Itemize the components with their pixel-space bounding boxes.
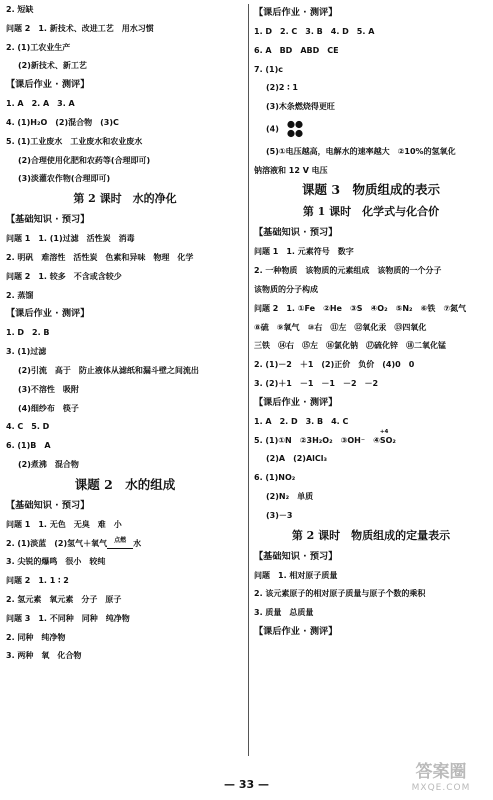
answer-line: 2. 同种 纯净物	[6, 632, 66, 642]
answer-line: 问题 2 1. 1 ∶ 2	[6, 576, 69, 586]
answer-line: 3. 质量 总质量	[254, 608, 314, 618]
answer-text: 2. (1)淡蓝 (2)氢气＋氧气	[6, 538, 108, 548]
answer-line: 问题 2 1. 较多 不含或含较少	[6, 271, 122, 281]
column-divider	[248, 4, 249, 756]
answer-line: (2)引流 高于 防止液体从滤纸和漏斗壁之间流出	[18, 365, 199, 375]
answer-line: 1. D 2. C 3. B 4. D 5. A	[254, 27, 375, 36]
answer-line: 6. (1)B A	[6, 441, 51, 451]
answer-line: (5)①电压越高，电解水的速率越大 ②10%的氢氧化	[266, 146, 456, 156]
answer-line: (3)木条燃烧得更旺	[266, 102, 335, 112]
section-heading: 【基础知识 · 预习】	[254, 227, 338, 239]
page-number: — 33 —	[224, 778, 269, 791]
answer-line: 问题 2 1. 新技术、改进工艺 用水习惯	[6, 23, 154, 33]
lesson-title: 第 2 课时 水的净化	[73, 192, 177, 206]
answer-line: 3. 尖锐的爆鸣 很小 较纯	[6, 557, 106, 567]
section-heading: 【基础知识 · 预习】	[254, 550, 338, 562]
valence-formula	[379, 428, 396, 446]
reaction-arrow	[107, 536, 133, 549]
watermark-url: MXQE.COM	[411, 783, 471, 793]
answer-line: (3)不溶性 吸附	[18, 384, 79, 394]
answer-line: (2)煮沸 混合物	[18, 459, 79, 469]
answer-line: 问题 2 1. ①Fe ②He ③S ④O₂ ⑤N₂ ⑥铁 ⑦氮气	[254, 303, 467, 313]
answer-line: 2. 明矾 难溶性 活性炭 色素和异味 物理 化学	[6, 252, 194, 262]
right-column	[254, 4, 488, 645]
valence-mark: +4	[379, 428, 389, 435]
answer-line	[254, 120, 488, 138]
answer-line: 5. (1)工业废水 工业废水和农业废水	[6, 136, 143, 146]
answer-line: 三铁 ⑭右 ⑮左 ⑯氯化钠 ⑰硫化锌 ⑱二氧化锰	[254, 341, 446, 351]
answer-line: 3. 两种 氧 化合物	[6, 651, 82, 661]
answer-line: 1. A 2. A 3. A	[6, 99, 75, 109]
answer-line: 问题 1 1. (1)过滤 活性炭 消毒	[6, 234, 135, 244]
answer-line: 2. 短缺	[6, 5, 34, 14]
lesson-subtitle: 第 2 课时 物质组成的定量表示	[291, 528, 451, 542]
answer-line: 2. 氢元素 氧元素 分子 原子	[6, 594, 122, 604]
answer-line: 问题 1 1. 无色 无臭 难 小	[6, 519, 122, 529]
answer-line	[6, 538, 244, 549]
answer-line: (2)新技术、新工艺	[18, 61, 87, 71]
answer-line: 钠溶液和 12 V 电压	[254, 165, 328, 175]
answer-line: (2)2 ∶ 1	[266, 83, 298, 93]
answer-line: 问题 1. 相对原子质量	[254, 570, 338, 580]
lesson-title: 课题 3 物质组成的表示	[301, 182, 441, 198]
answer-line: ⑧硫 ⑨氧气 ⑩右 ⑪左 ⑫氧化汞 ⑬四氧化	[254, 322, 427, 332]
answer-line: (3)淡灌农作物(合理即可)	[18, 174, 111, 184]
watermark-logo	[395, 762, 487, 798]
answer-line: 2. 一种物质 该物质的元素组成 该物质的一个分子	[254, 266, 442, 276]
answer-line: 4. (1)H₂O (2)混合物 (3)C	[6, 117, 119, 127]
answer-line: 4. C 5. D	[6, 422, 50, 432]
answer-line: 2. (1)－2 ＋1 (2)正价 负价 (4)0 0	[254, 360, 415, 370]
answer-line: 3. (1)过滤	[6, 347, 47, 357]
section-heading: 【课后作业 · 测评】	[254, 396, 338, 408]
left-column	[6, 4, 244, 669]
answer-line: 该物质的分子构成	[254, 284, 318, 294]
answer-line: 6. A BD ABD CE	[254, 45, 339, 55]
answer-text: (4)	[266, 124, 279, 134]
lesson-title: 课题 2 水的组成	[74, 476, 176, 492]
answer-line: 2. 该元素原子的相对原子质量与原子个数的乘积	[254, 589, 426, 599]
section-heading: 【课后作业 · 测评】	[6, 79, 90, 91]
answer-line: 1. D 2. B	[6, 328, 50, 338]
answer-line: 1. A 2. D 3. B 4. C	[254, 416, 349, 426]
section-heading: 【基础知识 · 预习】	[6, 214, 90, 226]
answer-text: 5. (1)①N ②3H₂O₂ ③OH⁻ ④	[254, 435, 380, 445]
section-heading: 【课后作业 · 测评】	[254, 625, 338, 637]
watermark-text: 答案圈	[415, 762, 467, 782]
answer-line: (4)细纱布 筷子	[18, 403, 79, 413]
answer-line	[254, 428, 488, 446]
answer-line: 7. (1)c	[254, 64, 284, 74]
answer-line: 2. 蒸馏	[6, 290, 34, 300]
answer-line: (2)合理使用化肥和农药等(合理即可)	[18, 155, 151, 165]
answer-line: 6. (1)NO₂	[254, 473, 296, 483]
section-heading: 【课后作业 · 测评】	[6, 308, 90, 320]
lesson-subtitle: 第 1 课时 化学式与化合价	[302, 205, 440, 219]
molecule-model-icon	[286, 120, 304, 138]
answer-line: (3)－3	[266, 510, 293, 520]
section-heading: 【课后作业 · 测评】	[254, 7, 338, 18]
answer-line: 3. (2)＋1 －1 －1 －2 －2	[254, 378, 379, 388]
answer-line: 问题 1 1. 元素符号 数字	[254, 247, 354, 257]
answer-line: 问题 3 1. 不同种 同种 纯净物	[6, 613, 130, 623]
reaction-condition: 点燃	[114, 536, 127, 544]
answer-line: (2)A (2)AlCl₃	[266, 454, 327, 464]
answer-text: 水	[133, 538, 142, 548]
answer-line: 2. (1)工农业生产	[6, 42, 71, 52]
answer-text: SO₂	[379, 435, 396, 445]
section-heading: 【基础知识 · 预习】	[6, 499, 90, 511]
answer-line: (2)N₂ 单质	[266, 491, 314, 501]
